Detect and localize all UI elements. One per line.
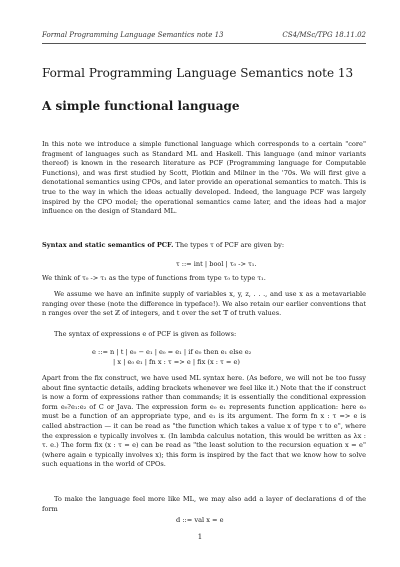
variables-paragraph — [42, 290, 366, 319]
apart-text: Apart from the fix construct, we have used ML syntax here. (As before, we will not be too fussy about fine syntactic details, adding brackets whenever we feel like it.) Note that the if construct is now a form of expressions rather than commands; it is essentially the conditional expression form e₀?e₁:e₂ of C or Java. The expression form e₀ e₁ represents function application: here e₀ must be a function of an appropriate type, and e₁ is its argument. The form fn x : τ => e is called abstraction — it can be read as "the function which takes a value x of type τ to e", where the expression e typically involves x. (In lambda calculus notation, this would be written as λx : τ. e.) The form fix (x : τ = e) can be read as "the least solution to the recursion equation x = e" (where again e typically involves x); this form is inspired by the fact that we know how to solve such equations in the world of CPOs. — [42, 374, 366, 469]
syntax-section — [42, 241, 366, 251]
intro-text: In this note we introduce a simple functional language which corresponds to a certain "core" fragment of languages such as Standard ML and Haskell. This language (and minor variants thereof) is known in the research literature as PCF (Programming language for Computable Functions), and was first studied by Scott, Plotkin and Milner in the '70s. We will first give a denotational semantics using CPOs, and later provide an operational semantics to match. This is true to the way in which the ideas actually developed. Indeed, the language PCF was largely inspired by the CPO model; the operational semantics came later, and the ideas had a major influence on the design of Standard ML. — [42, 140, 366, 216]
header-left: Formal Programming Language Semantics note 13 — [42, 31, 224, 39]
variables-text: We assume we have an infinite supply of variables x, y, z, . . ., and use x as a metavariable ranging over these (note the difference in typeface!). We also retain our earlier conventions that n ranges over the set ℤ of integers, and t over the set 𝕋 of truth values. — [42, 290, 366, 318]
expr-syntax-line-1: e ::= n | t | e₀ − e₁ | e₀ = e₁ | if e₀ then e₁ else e₂ — [92, 348, 252, 356]
declarations-text: To make the language feel more like ML, we may also add a layer of declarations d of the form — [42, 495, 366, 513]
expr-intro-paragraph — [42, 330, 366, 340]
types-equation: τ ::= int | bool | τ₀ -> τ₁. — [176, 260, 257, 268]
header-right: CS4/MSc/TPG 18.11.02 — [282, 31, 366, 39]
think-paragraph — [42, 274, 366, 284]
header-rule — [42, 43, 366, 44]
section-title: A simple functional language — [42, 99, 240, 113]
declaration-equation: d ::= val x = e — [176, 516, 224, 524]
apart-paragraph — [42, 374, 366, 470]
expr-intro-text: The syntax of expressions e of PCF is given as follows: — [54, 330, 237, 338]
declarations-paragraph — [42, 495, 366, 514]
syntax-heading: Syntax and static semantics of PCF. — [42, 241, 174, 249]
note-title: Formal Programming Language Semantics note 13 — [42, 66, 354, 80]
intro-paragraph — [42, 140, 366, 217]
think-text: We think of τ₀ -> τ₁ as the type of functions from type τ₀ to type τ₁. — [42, 274, 266, 282]
expr-syntax-line-2: | x | e₀ e₁ | fn x : τ => e | fix (x : τ = e) — [113, 358, 240, 366]
page-number: 1 — [197, 533, 203, 541]
types-intro: The types τ of PCF are given by: — [175, 241, 285, 249]
